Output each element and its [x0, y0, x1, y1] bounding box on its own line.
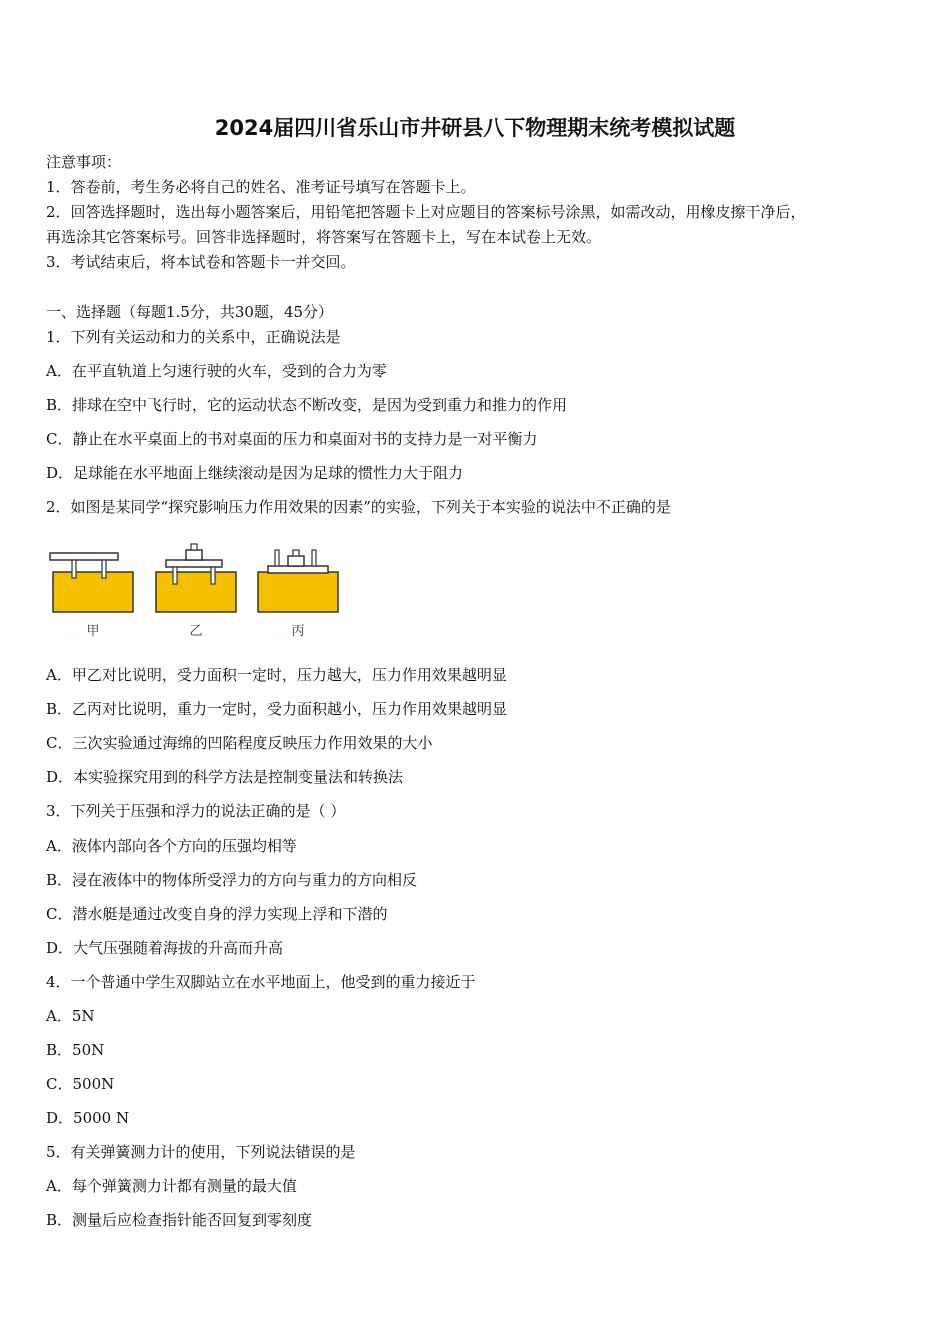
question-stem: 1．下列有关运动和力的关系中，正确说法是: [46, 328, 341, 346]
question-option: B．测量后应检查指针能否回复到零刻度: [46, 1211, 313, 1229]
figure-label: 乙: [189, 624, 203, 639]
question-option: B．浸在液体中的物体所受浮力的方向与重力的方向相反: [46, 871, 418, 889]
page-title: 2024届四川省乐山市井研县八下物理期末统考模拟试题: [214, 116, 736, 140]
question-stem: 5．有关弹簧测力计的使用，下列说法错误的是: [46, 1143, 356, 1161]
question-stem: 2．如图是某同学“探究影响压力作用效果的因素”的实验，下列关于本实验的说法中不正确的是: [46, 498, 671, 516]
question-option: B．排球在空中飞行时，它的运动状态不断改变，是因为受到重力和推力的作用: [46, 396, 568, 414]
figure-label: 甲: [86, 624, 100, 639]
question-option: C．潜水艇是通过改变自身的浮力实现上浮和下潜的: [46, 905, 388, 923]
sponge: [53, 572, 133, 612]
question-option: A．液体内部向各个方向的压强均相等: [46, 837, 297, 855]
sponge: [258, 572, 338, 612]
notice-item: 3．考试结束后，将本试卷和答题卡一并交回。: [46, 253, 356, 271]
question-option: A．甲乙对比说明，受力面积一定时，压力越大，压力作用效果越明显: [46, 666, 507, 684]
weight: [186, 550, 202, 560]
question-option: D．5000 N: [46, 1109, 130, 1127]
question-option: B．乙丙对比说明，重力一定时，受力面积越小，压力作用效果越明显: [46, 700, 508, 718]
notice-item: 2．回答选择题时，选出每小题答案后，用铅笔把答题卡上对应题目的答案标号涂黑，如需改动，用橡皮擦干净后，: [46, 203, 806, 221]
table-leg: [72, 560, 76, 578]
table-leg: [211, 567, 215, 584]
figure-label: 丙: [291, 624, 305, 639]
table-top: [268, 566, 328, 573]
sponge: [156, 572, 236, 612]
question-option: A．5N: [46, 1007, 95, 1025]
question-option: C．三次实验通过海绵的凹陷程度反映压力作用效果的大小: [46, 734, 433, 752]
section-heading: 一、选择题（每题1.5分，共30题，45分）: [46, 303, 334, 321]
weight-knob: [293, 550, 299, 556]
pressure-experiment-figure: [46, 540, 346, 645]
notice-item: 1．答卷前，考生务必将自己的姓名、准考证号填写在答题卡上。: [46, 178, 476, 196]
table-top: [166, 560, 222, 567]
table-top: [50, 553, 118, 560]
notice-item: 再选涂其它答案标号。回答非选择题时，将答案写在答题卡上，写在本试卷上无效。: [46, 228, 602, 246]
question-option: D．大气压强随着海拔的升高而升高: [46, 939, 284, 957]
question-option: C．静止在水平桌面上的书对桌面的压力和桌面对书的支持力是一对平衡力: [46, 430, 538, 448]
question-option: A．每个弹簧测力计都有测量的最大值: [46, 1177, 297, 1195]
question-stem: 4．一个普通中学生双脚站立在水平地面上，他受到的重力接近于: [46, 973, 476, 991]
question-stem: 3．下列关于压强和浮力的说法正确的是（ ）: [46, 802, 346, 820]
question-option: C．500N: [46, 1075, 115, 1093]
weight-knob: [191, 544, 197, 550]
setup-yi: [156, 544, 236, 639]
weight: [288, 556, 304, 566]
table-leg: [173, 567, 177, 584]
setup-bing: [258, 550, 338, 639]
table-leg: [275, 550, 279, 566]
question-option: B．50N: [46, 1041, 105, 1059]
question-option: D．本实验探究用到的科学方法是控制变量法和转换法: [46, 768, 404, 786]
setup-jia: [50, 553, 133, 639]
table-leg: [102, 560, 106, 578]
question-option: A．在平直轨道上匀速行驶的火车，受到的合力为零: [46, 362, 387, 380]
notice-heading: 注意事项：: [46, 153, 122, 171]
table-leg: [312, 550, 316, 566]
question-option: D．足球能在水平地面上继续滚动是因为足球的惯性力大于阻力: [46, 464, 464, 482]
